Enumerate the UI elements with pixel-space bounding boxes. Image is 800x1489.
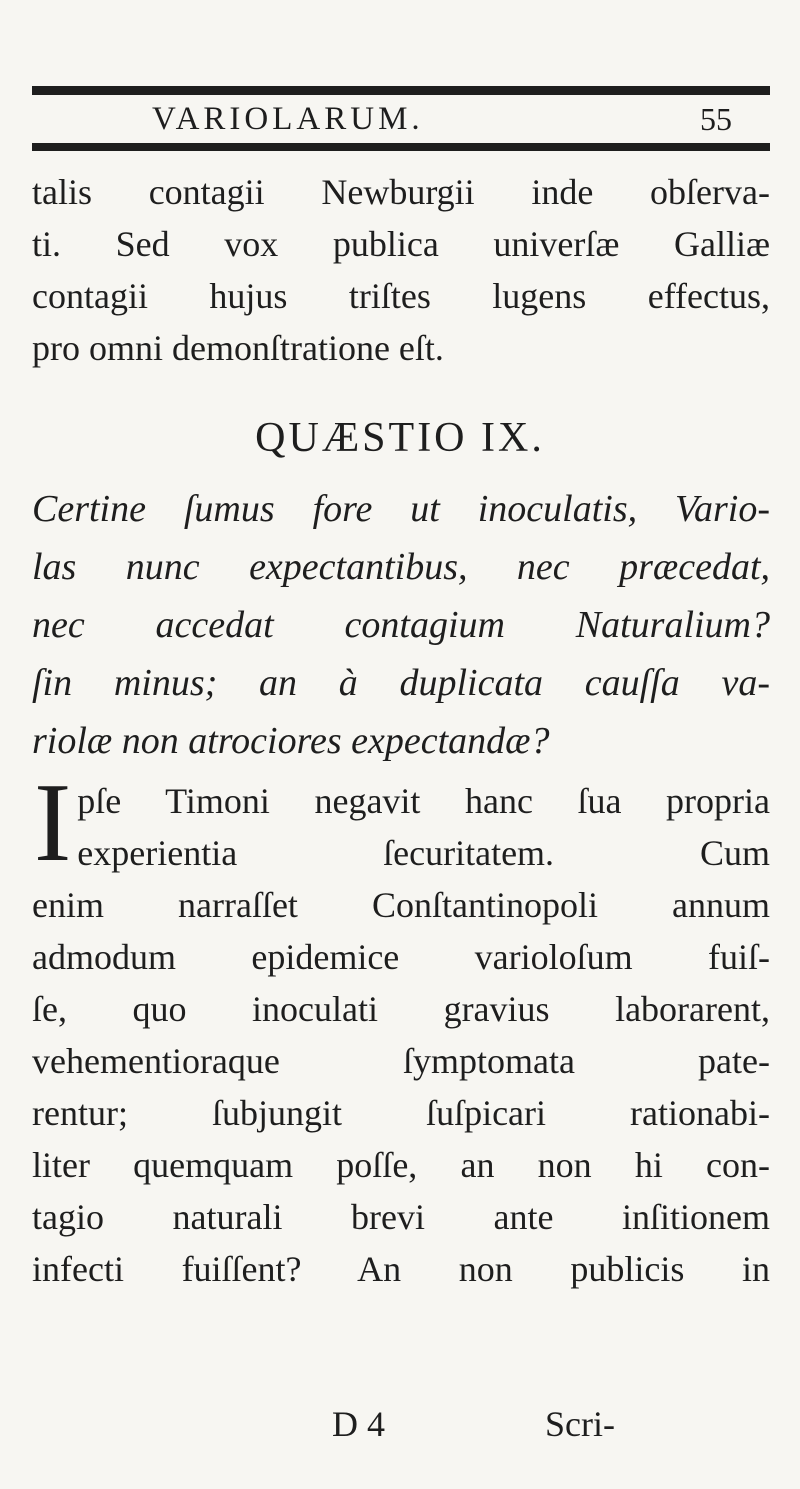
text-line: infecti fuiſſent? An non publicis in [32,1249,770,1289]
text-line: talis contagii Newburgii inde obſerva- [32,172,770,212]
page-footer [0,1398,800,1450]
running-title: VARIOLARUM. [152,101,424,137]
text-line: liter quemquam poſſe, an non hi con- [32,1145,770,1185]
paragraph-continuation [32,166,770,374]
text-line: contagii hujus triſtes lugens effectus, [32,276,770,316]
text-line: pſe Timoni negavit hanc ſua propria [77,781,770,821]
text-line: pro omni demonſtratione eſt. [32,328,444,368]
drop-cap: I [34,761,72,885]
running-head [32,96,770,142]
header-rule-top [32,86,770,95]
question-line: nec accedat contagium Naturalium? [32,604,770,646]
text-line: ſe, quo inoculati gravius laborarent, [32,989,770,1029]
text-line: ti. Sed vox publica univerſæ Galliæ [32,224,770,264]
header-rule-bottom [32,143,770,151]
catchword: Scri- [545,1404,615,1444]
signature-mark: D 4 [332,1404,385,1444]
text-line: vehementioraque ſymptomata pate- [32,1041,770,1081]
page-number: 55 [700,101,732,137]
section-heading: QUÆSTIO IX. [255,415,545,461]
question-line: riolæ non atrociores expectandæ? [32,720,550,762]
question-line: Certine ſumus fore ut inoculatis, Vario- [32,488,770,530]
question-line: ſin minus; an à duplicata cauſſa va- [32,662,770,704]
text-line: enim narraſſet Conſtantinopoli annum [32,885,770,925]
question-line: las nunc expectantibus, nec præcedat, [32,546,770,588]
text-line: admodum epidemice varioloſum fuiſ- [32,937,770,977]
paragraph-answer [32,761,770,1295]
question-text [32,480,770,770]
text-line: experientia ſecuritatem. Cum [77,833,770,873]
text-line: rentur; ſubjungit ſuſpicari rationabi- [32,1093,770,1133]
text-line: tagio naturali brevi ante inſitionem [32,1197,770,1237]
